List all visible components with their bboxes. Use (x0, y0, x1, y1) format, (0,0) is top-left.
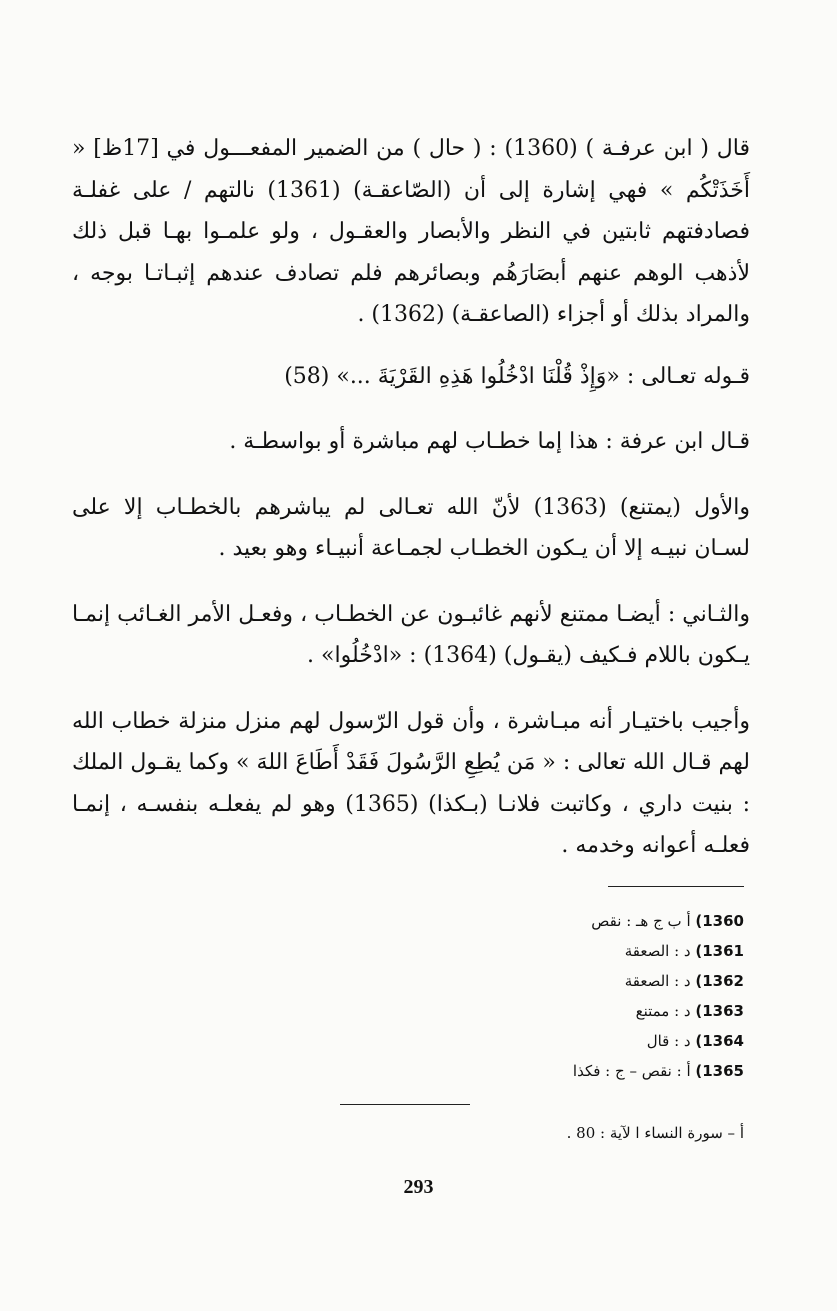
note-divider (340, 1104, 470, 1105)
footnote-item: 1365) أ : نقص – ج : فكذا (572, 1062, 744, 1080)
paragraph: قال ( ابن عرفـة ) (1360) : ( حال ) من الضمير المفعـــول في [17ظ] « أَخَذَتْكُم » فهي إشارة إلى أن (الصّاعقـة) (1361) نالتهم / على غفلـة فصادفتهم ثابتين في النظر والأبصار والعقـول ، ولو علمـوا بهـا قبل ذلك لأذهب الوهم عنهم أبصَارَهُم وبصائرهم فلم تصادف عندهم إثبـاتـا بوجه ، والمراد بذلك أو أجزاء (الصاعقـة) (1362) . (72, 136, 750, 327)
source-note: أ – سورة النساء ا لآية : 80 . (566, 1124, 744, 1142)
footnote-divider (608, 886, 744, 887)
footnote-item: 1363) د : ممتنع (635, 1002, 744, 1020)
footnote-item: 1361) د : الصعقة (624, 942, 744, 960)
quran-verse-paragraph: قـوله تعـالى : «وَإِذْ قُلْنَا ادْخُلُوا هَذِهِ القَرْيَةَ ...» (58) (284, 363, 750, 389)
paragraph: قـال ابن عرفة : هذا إما خطـاب لهم مباشرة أو بواسطـة . (229, 429, 750, 454)
footnote-item: 1360) أ ب ج هـ : نقص (591, 912, 744, 930)
footnote-item: 1362) د : الصعقة (624, 972, 744, 990)
paragraph: والثـاني : أيضـا ممتنع لأنهم غائبـون عن الخطـاب ، وفعـل الأمر الغـائب إنمـا يـكون باللام فـكيف (يقـول) (1364) : «ادْخُلُوا» . (72, 601, 750, 668)
paragraph: وأجيب باختيـار أنه مبـاشرة ، وأن قول الرّسول لهم منزل منزلة خطاب الله لهم قـال الله تعالى : « مَن يُطِعِ الرَّسُولَ فَقَدْ أَطَاعَ اللهَ » وكما يقـول الملك : بنيت داري ، وكاتبت فلانـا (بـكذا) (1365) وهو لم يفعلـه بنفسـه ، إنمـا فعلـه أعوانه وخدمه . (72, 708, 750, 858)
footnote-item: 1364) د : قال (646, 1032, 744, 1050)
footnote-list (300, 906, 744, 1086)
paragraph: والأول (يمتنع) (1363) لأنّ الله تعـالى لم يباشرهم بالخطـاب إلا على لسـان نبيـه إلا أن يـكون الخطـاب لجمـاعة أنبيـاء وهو بعيد . (72, 494, 750, 561)
page-number: 293 (403, 1176, 434, 1198)
main-text (72, 128, 750, 891)
